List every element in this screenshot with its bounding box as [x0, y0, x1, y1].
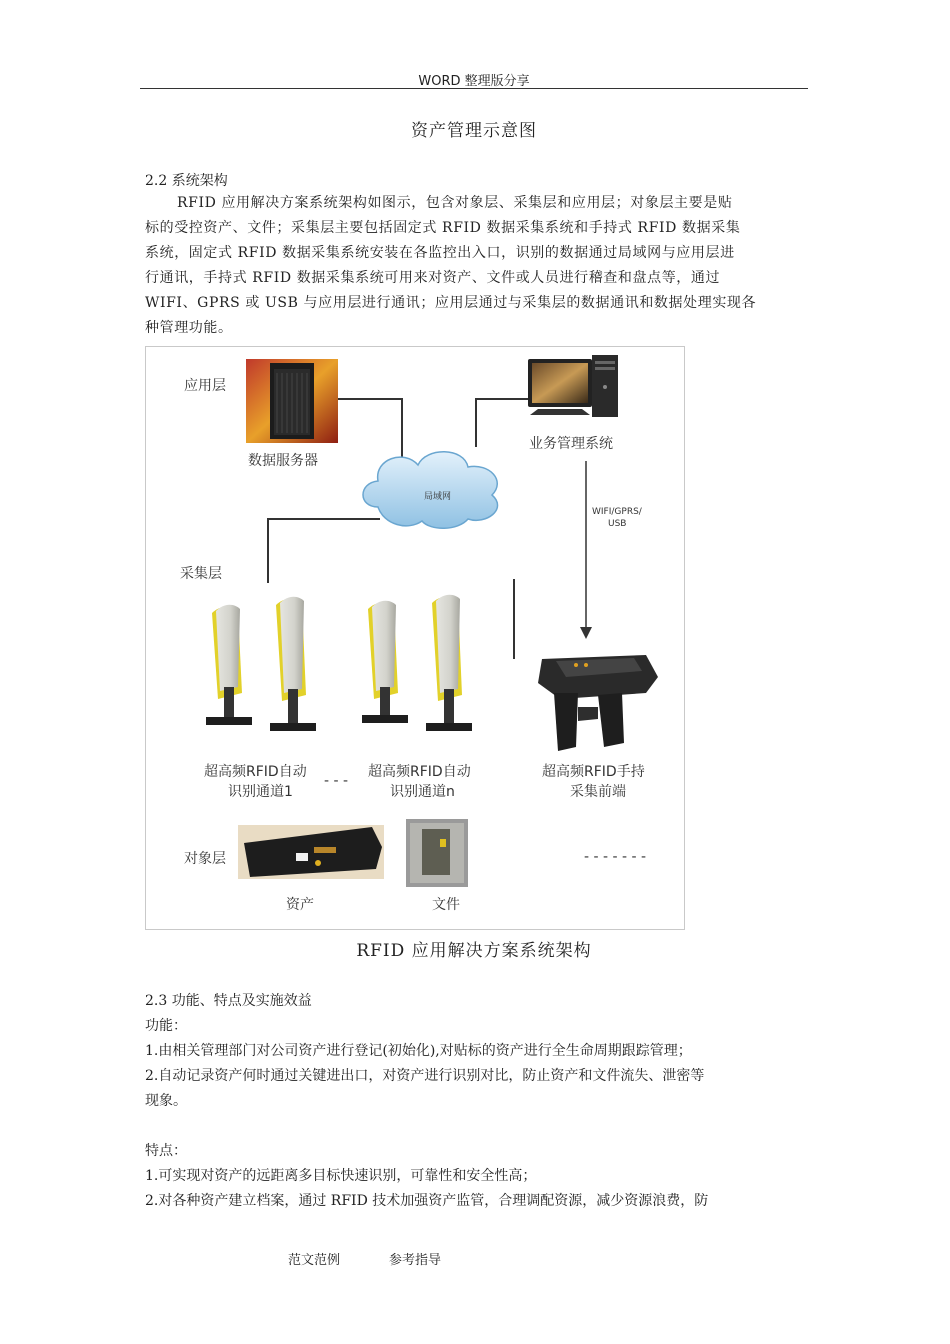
paragraph-line: WIFI、GPRS 或 USB 与应用层进行通讯；应用层通过与采集层的数据通讯和数据处理实现各: [145, 295, 757, 311]
handheld-reader-icon: [538, 655, 658, 751]
header-rule: [140, 88, 808, 89]
gates-ellipsis: - - -: [324, 773, 349, 789]
section-heading-2-2: 2.2 系统架构: [145, 173, 228, 189]
laptop-icon: [238, 825, 384, 879]
server-label: 数据服务器: [248, 453, 318, 469]
lan-cloud-icon: [363, 452, 498, 529]
architecture-diagram: [145, 346, 685, 930]
layer-label-collect: 采集层: [180, 566, 222, 582]
feature-item: 2.对各种资产建立档案，通过 RFID 技术加强资产监管，合理调配资源，减少资源浪费，防: [145, 1193, 709, 1209]
handheld-label-line1: 超高频RFID手持: [542, 764, 645, 780]
arrow-down-icon: [580, 627, 592, 639]
layer-label-object: 对象层: [184, 851, 226, 867]
paragraph-system-architecture: [145, 191, 807, 341]
footer-right: 参考指导: [389, 1253, 442, 1268]
rfid-gate-icon: [206, 597, 316, 731]
computer-icon: [528, 355, 618, 417]
gate1-label-line2: 识别通道1: [228, 784, 293, 800]
wireless-label: WIFI/GPRS/: [592, 507, 642, 517]
wireless-label-usb: USB: [608, 519, 627, 529]
data-server-icon: [246, 359, 338, 443]
function-item: 现象。: [145, 1093, 187, 1109]
paragraph-line: 系统，固定式 RFID 数据采集系统安装在各监控出入口，识别的数据通过局域网与应用层进: [145, 245, 735, 261]
file-icon: [406, 819, 468, 887]
feature-item: 1.可实现对资产的远距离多目标快速识别，可靠性和安全性高；: [145, 1168, 537, 1184]
gate2-label-line1: 超高频RFID自动: [368, 764, 471, 780]
paragraph-line: RFID 应用解决方案系统架构如图示，包含对象层、采集层和应用层；对象层主要是贴: [177, 195, 733, 211]
layer-label-app: 应用层: [184, 378, 226, 394]
feature-title: 特点：: [145, 1143, 187, 1159]
footer-left: 范文范例: [288, 1253, 341, 1268]
function-item: 1.由相关管理部门对公司资产进行登记(初始化),对贴标的资产进行全生命周期跟踪管理；: [145, 1043, 692, 1059]
objects-ellipsis: - - - - - - -: [584, 849, 647, 865]
function-item: 2.自动记录资产何时通过关键进出口，对资产进行识别对比，防止资产和文件流失、泄密等: [145, 1068, 705, 1084]
gate2-label-line2: 识别通道n: [390, 784, 455, 800]
asset-label: 资产: [286, 897, 314, 913]
handheld-label-line2: 采集前端: [570, 784, 626, 800]
gate1-label-line1: 超高频RFID自动: [204, 764, 307, 780]
file-label: 文件: [432, 897, 460, 913]
figure-caption: RFID 应用解决方案系统架构: [356, 941, 592, 961]
rfid-gate-icon: [362, 595, 472, 731]
paragraph-line: 种管理功能。: [145, 320, 233, 336]
page-header: WORD 整理版分享: [418, 74, 530, 89]
function-title: 功能：: [145, 1018, 187, 1034]
paragraph-line: 标的受控资产、文件；采集层主要包括固定式 RFID 数据采集系统和手持式 RFID 数据采集: [145, 220, 741, 236]
lan-label: 局域网: [424, 492, 452, 502]
paragraph-line: 行通讯，手持式 RFID 数据采集系统可用来对资产、文件或人员进行稽查和盘点等，通过: [145, 270, 721, 286]
architecture-diagram-svg: [146, 347, 684, 929]
section-heading-2-3: 2.3 功能、特点及实施效益: [145, 993, 312, 1009]
figure-title: 资产管理示意图: [411, 121, 537, 141]
business-system-label: 业务管理系统: [529, 436, 613, 452]
